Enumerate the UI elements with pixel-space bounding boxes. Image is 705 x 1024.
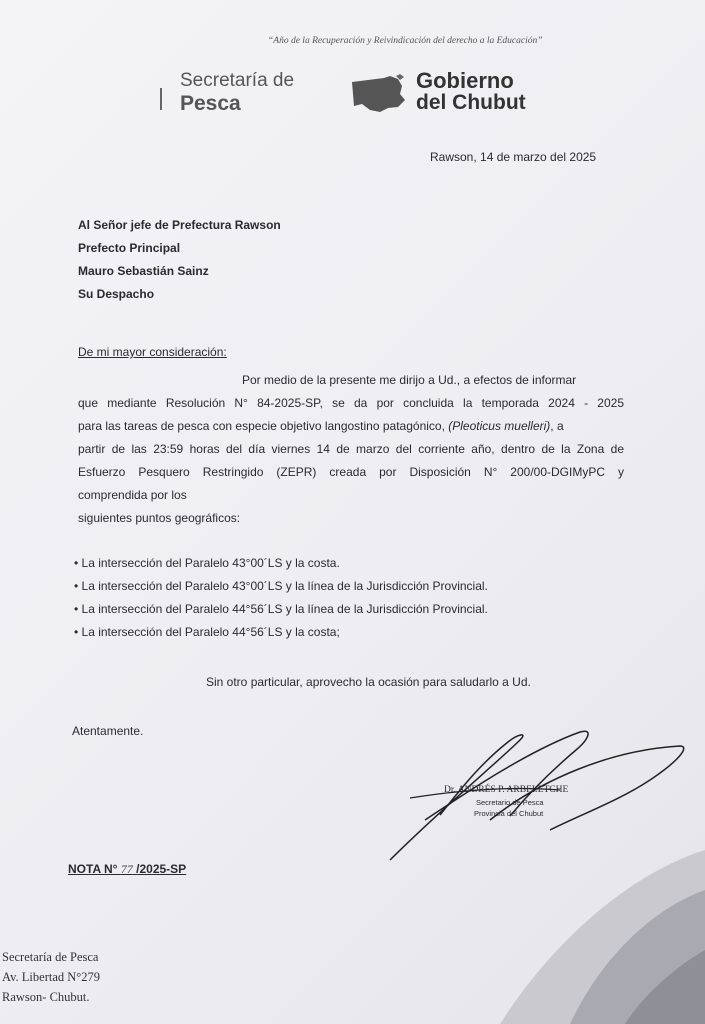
recipient-line: Al Señor jefe de Prefectura Rawson	[78, 218, 281, 232]
regards: Atentamente.	[72, 724, 144, 738]
logo-divider	[160, 88, 162, 110]
decorative-waves	[440, 850, 705, 1024]
footer-line: Av. Libertad N°279	[2, 970, 101, 984]
recipient-line: Prefecto Principal	[78, 241, 181, 255]
letterhead-motto: “Año de la Recuperación y Reivindicación del derecho a la Educación”	[268, 36, 543, 46]
logo-right-line2: del Chubut	[416, 91, 526, 114]
logo-right-line1: Gobierno	[416, 68, 514, 93]
chubut-province-map-icon	[350, 74, 410, 114]
coordinate-item: • La intersección del Paralelo 43°00´LS y la línea de la Jurisdicción Provincial.	[74, 579, 488, 593]
body-text: para las tareas de pesca con especie objetivo langostino patagónico,	[78, 419, 445, 433]
body-text: , a	[550, 419, 564, 433]
coordinate-item: • La intersección del Paralelo 44°56´LS y la costa;	[74, 625, 340, 639]
recipient-line: Su Despacho	[78, 287, 155, 301]
signatory-name: Dr. ANDRÉS P. ARBELETCHE	[444, 785, 569, 795]
nota-suffix: /2025-SP	[136, 862, 187, 876]
body-line: Esfuerzo Pesquero Restringido (ZEPR) creada por Disposición N° 200/00-DGIMyPC y	[78, 465, 624, 479]
footer-line: Rawson- Chubut.	[2, 990, 90, 1004]
letter-date: Rawson, 14 de marzo del 2025	[430, 150, 597, 164]
logo-left-line2: Pesca	[180, 92, 241, 115]
nota-prefix: NOTA N°	[68, 862, 118, 876]
body-line: comprendida por los	[78, 488, 187, 502]
signatory-province: Provincia del Chubut	[474, 809, 544, 818]
body-line: que mediante Resolución N° 84-2025-SP, se da por concluida la temporada 2024 - 2025	[78, 396, 624, 410]
recipient-line: Mauro Sebastián Sainz	[78, 264, 209, 278]
logo-left-line1: Secretaría de	[180, 70, 295, 91]
body-line	[78, 419, 624, 433]
body-line: siguientes puntos geográficos:	[78, 511, 241, 525]
salutation: De mi mayor consideración:	[78, 345, 227, 359]
footer-line: Secretaría de Pesca	[2, 950, 99, 964]
body-line: Por medio de la presente me dirijo a Ud., a efectos de informar	[242, 373, 577, 387]
species-name: (Pleoticus muelleri)	[448, 419, 551, 433]
coordinate-item: • La intersección del Paralelo 44°56´LS y la línea de la Jurisdicción Provincial.	[74, 602, 488, 616]
signatory-role: Secretario de Pesca	[476, 798, 544, 807]
closing-line: Sin otro particular, aprovecho la ocasión para saludarlo a Ud.	[206, 675, 531, 689]
body-line: partir de las 23:59 horas del día viernes 14 de marzo del corriente año, dentro de la Zona de	[78, 442, 624, 456]
nota-handwritten-number: 77	[120, 862, 133, 876]
handwritten-signature	[380, 720, 700, 870]
nota-number	[68, 862, 186, 877]
coordinate-item: • La intersección del Paralelo 43°00´LS y la costa.	[74, 556, 340, 570]
